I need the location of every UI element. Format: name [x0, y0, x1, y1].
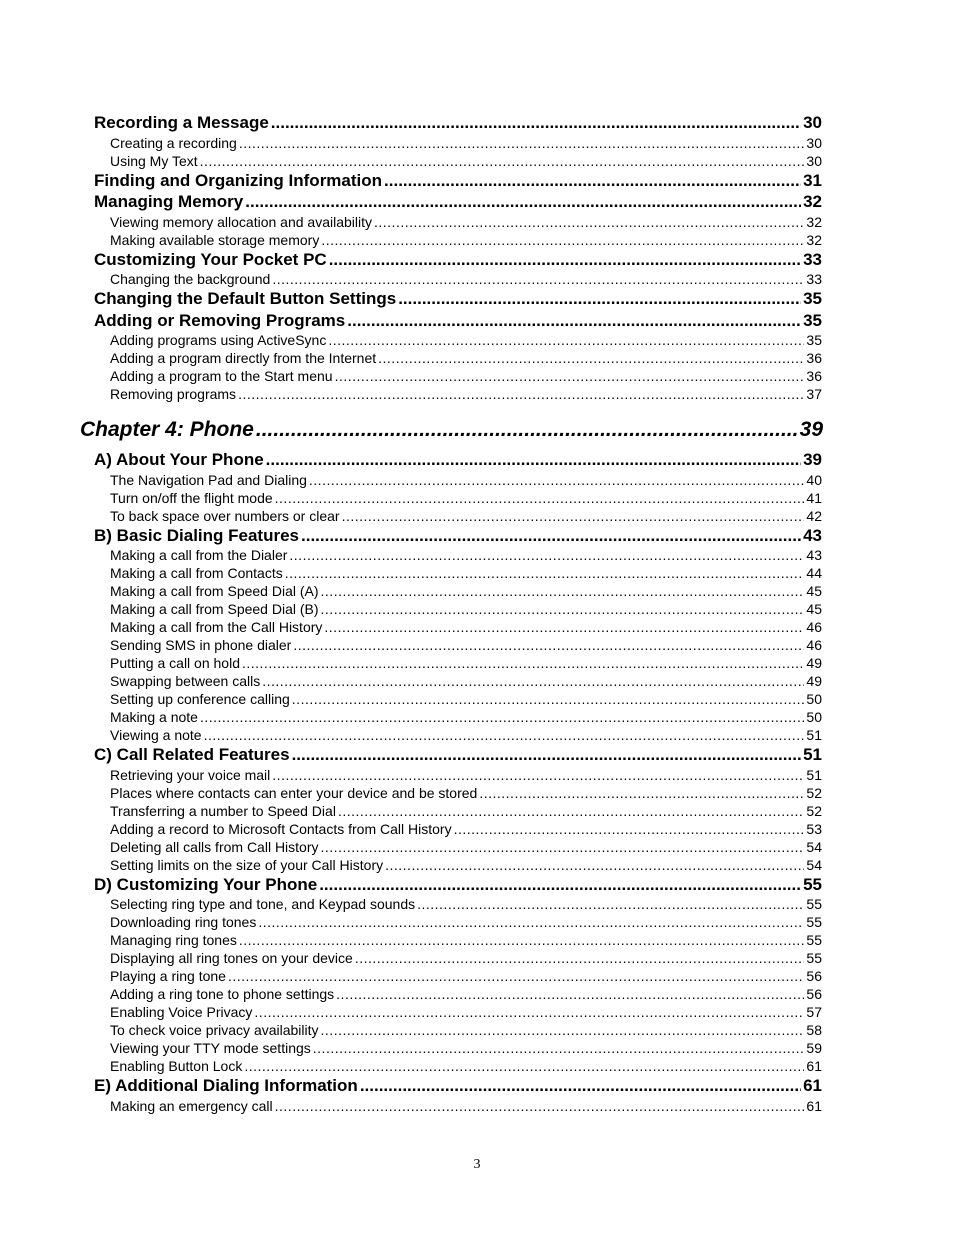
- toc-subsection-entry[interactable]: [110, 985, 822, 1003]
- toc-section-entry[interactable]: [94, 525, 822, 547]
- toc-subsection-entry[interactable]: [110, 152, 822, 170]
- toc-entry-title: Turn on/off the flight mode: [110, 489, 273, 506]
- toc-entry-page: 56: [806, 986, 822, 1002]
- toc-entry-page: 35: [803, 310, 822, 330]
- toc-entry-title: Enabling Button Lock: [110, 1058, 243, 1074]
- toc-section-entry[interactable]: [94, 310, 822, 332]
- toc-entry-title: Setting up conference calling: [110, 691, 290, 707]
- toc-subsection-entry[interactable]: [110, 690, 822, 708]
- dot-leader: [256, 417, 798, 443]
- toc-entry-title: Removing programs: [110, 386, 237, 402]
- dot-leader: [292, 744, 802, 766]
- dot-leader: [374, 213, 804, 231]
- toc-subsection-entry[interactable]: [110, 931, 822, 949]
- toc-entry-title: Making a call from Speed Dial (A): [110, 583, 319, 599]
- toc-entry-page: 46: [806, 619, 822, 635]
- toc-entry-title: Viewing a note: [110, 727, 202, 743]
- toc-subsection-entry[interactable]: [110, 654, 822, 672]
- dot-leader: [324, 618, 804, 636]
- toc-section-entry[interactable]: [94, 744, 822, 766]
- toc-entry-page: 35: [803, 289, 822, 308]
- dot-leader: [338, 802, 804, 820]
- toc-entry-page: 52: [806, 784, 822, 801]
- toc-entry-page: 32: [806, 213, 822, 230]
- toc-entry-title: Managing ring tones: [110, 932, 237, 948]
- toc-subsection-entry[interactable]: [110, 967, 822, 985]
- toc-entry-page: 61: [806, 1058, 822, 1074]
- toc-entry-title: Transferring a number to Speed Dial: [110, 802, 336, 819]
- toc-entry-title: Viewing your TTY mode settings: [110, 1040, 311, 1056]
- toc-subsection-entry[interactable]: [110, 838, 822, 856]
- toc-subsection-entry[interactable]: [110, 802, 822, 820]
- dot-leader: [321, 231, 804, 249]
- toc-entry-title: Swapping between calls: [110, 673, 261, 689]
- toc-entry-page: 58: [806, 1022, 822, 1038]
- dot-leader: [342, 507, 805, 525]
- toc-subsection-entry[interactable]: [110, 270, 822, 288]
- dot-leader: [355, 949, 805, 967]
- dot-leader: [313, 1039, 805, 1057]
- toc-entry-title: Making available storage memory: [110, 231, 320, 248]
- toc-entry-title: The Navigation Pad and Dialing: [110, 471, 307, 488]
- toc-subsection-entry[interactable]: [110, 331, 822, 349]
- dot-leader: [335, 367, 805, 385]
- toc-section-entry[interactable]: [94, 112, 822, 134]
- dot-leader: [239, 134, 805, 152]
- toc-subsection-entry[interactable]: [110, 349, 822, 367]
- toc-entry-title: Recording a Message: [94, 113, 269, 132]
- dot-leader: [289, 546, 804, 564]
- toc-entry-title: Adding a ring tone to phone settings: [110, 986, 335, 1002]
- toc-entry-title: B) Basic Dialing Features: [94, 525, 300, 545]
- toc-entry-title: E) Additional Dialing Information: [94, 1076, 358, 1095]
- toc-entry-title: Making a call from Speed Dial (B): [110, 601, 319, 617]
- dot-leader: [262, 672, 804, 690]
- toc-entry-page: 52: [806, 802, 822, 819]
- toc-subsection-entry[interactable]: [110, 895, 822, 913]
- toc-subsection-entry[interactable]: [110, 766, 822, 784]
- toc-entry-title: D) Customizing Your Phone: [94, 874, 318, 894]
- toc-subsection-entry[interactable]: [110, 134, 822, 152]
- toc-section-entry[interactable]: [94, 191, 822, 213]
- toc-entry-page: 53: [806, 820, 822, 837]
- dot-leader: [309, 471, 805, 489]
- dot-leader: [360, 1075, 801, 1097]
- toc-subsection-entry[interactable]: [110, 672, 822, 690]
- toc-entry-title: Playing a ring tone: [110, 968, 226, 984]
- toc-entry-page: 45: [806, 601, 822, 617]
- toc-entry-title: Customizing Your Pocket PC: [94, 249, 327, 269]
- toc-subsection-entry[interactable]: [110, 1039, 822, 1057]
- toc-entry-title: Changing the background: [110, 271, 271, 287]
- toc-entry-title: Adding or Removing Programs: [94, 310, 346, 330]
- dot-leader: [385, 856, 804, 874]
- dot-leader: [200, 708, 804, 726]
- dot-leader: [319, 874, 801, 896]
- dot-leader: [275, 1097, 805, 1115]
- dot-leader: [271, 112, 801, 134]
- toc-subsection-entry[interactable]: [110, 367, 822, 385]
- dot-leader: [228, 967, 804, 985]
- toc-entry-title: Places where contacts can enter your device and be stored: [110, 784, 478, 801]
- toc-entry-title: Chapter 4: Phone: [80, 418, 254, 441]
- dot-leader: [347, 310, 801, 332]
- toc-subsection-entry[interactable]: [110, 582, 822, 600]
- toc-chapter-entry[interactable]: [80, 417, 823, 443]
- toc-subsection-entry[interactable]: [110, 1003, 822, 1021]
- toc-entry-title: Finding and Organizing Information: [94, 170, 383, 190]
- toc-entry-page: 39: [803, 450, 822, 469]
- toc-subsection-entry[interactable]: [110, 636, 822, 654]
- toc-entry-title: Displaying all ring tones on your device: [110, 950, 353, 966]
- toc-entry-title: Putting a call on hold: [110, 655, 240, 671]
- toc-entry-page: 55: [806, 950, 822, 966]
- dot-leader: [258, 913, 804, 931]
- toc-entry-page: 55: [806, 914, 822, 930]
- toc-subsection-entry[interactable]: [110, 600, 822, 618]
- toc-entry-page: 50: [806, 691, 822, 707]
- toc-entry-title: Adding programs using ActiveSync: [110, 332, 327, 348]
- toc-entry-title: Viewing memory allocation and availability: [110, 213, 372, 230]
- toc-entry-page: 43: [803, 525, 822, 545]
- toc-entry-page: 50: [806, 709, 822, 725]
- toc-entry-page: 43: [806, 547, 822, 563]
- toc-entry-page: 55: [806, 932, 822, 948]
- table-of-contents: [0, 112, 954, 1115]
- toc-entry-page: 61: [806, 1097, 822, 1114]
- toc-entry-title: Adding a record to Microsoft Contacts from Call History: [110, 820, 452, 837]
- toc-subsection-entry[interactable]: [110, 784, 822, 802]
- toc-entry-page: 51: [803, 745, 822, 764]
- toc-entry-title: Making an emergency call: [110, 1097, 273, 1114]
- toc-section-entry[interactable]: [94, 874, 822, 896]
- toc-subsection-entry[interactable]: [110, 489, 822, 507]
- toc-subsection-entry[interactable]: [110, 1057, 822, 1075]
- toc-subsection-entry[interactable]: [110, 213, 822, 231]
- toc-entry-page: 55: [803, 874, 822, 894]
- toc-entry-title: Making a call from Contacts: [110, 565, 283, 581]
- dot-leader: [329, 249, 801, 271]
- page-number: 3: [473, 1157, 481, 1172]
- dot-leader: [254, 1003, 804, 1021]
- toc-entry-page: 33: [806, 271, 822, 287]
- toc-entry-title: To back space over numbers or clear: [110, 507, 340, 524]
- toc-entry-title: Creating a recording: [110, 134, 237, 151]
- toc-entry-page: 30: [803, 113, 822, 132]
- toc-entry-title: Downloading ring tones: [110, 914, 257, 930]
- dot-leader: [292, 690, 805, 708]
- toc-subsection-entry[interactable]: [110, 708, 822, 726]
- toc-entry-title: Making a note: [110, 709, 198, 725]
- dot-leader: [266, 449, 801, 471]
- toc-entry-page: 42: [806, 507, 822, 524]
- toc-entry-title: Enabling Voice Privacy: [110, 1004, 253, 1020]
- dot-leader: [378, 349, 804, 367]
- dot-leader: [275, 489, 805, 507]
- toc-entry-page: 35: [806, 332, 822, 348]
- toc-entry-title: To check voice privacy availability: [110, 1022, 319, 1038]
- toc-subsection-entry[interactable]: [110, 564, 822, 582]
- toc-entry-page: 56: [806, 968, 822, 984]
- dot-leader: [454, 820, 805, 838]
- toc-subsection-entry[interactable]: [110, 507, 822, 525]
- toc-entry-title: A) About Your Phone: [94, 450, 264, 469]
- toc-subsection-entry[interactable]: [110, 1097, 822, 1115]
- dot-leader: [301, 525, 801, 547]
- toc-entry-page: 44: [806, 565, 822, 581]
- toc-entry-page: 46: [806, 637, 822, 653]
- toc-entry-page: 54: [806, 838, 822, 855]
- toc-entry-page: 41: [806, 489, 822, 506]
- toc-entry-page: 32: [806, 231, 822, 248]
- toc-subsection-entry[interactable]: [110, 546, 822, 564]
- toc-entry-title: Selecting ring type and tone, and Keypad sounds: [110, 896, 416, 912]
- toc-entry-page: 30: [806, 152, 822, 169]
- dot-leader: [321, 582, 805, 600]
- toc-section-entry[interactable]: [94, 1075, 822, 1097]
- toc-entry-title: Making a call from the Call History: [110, 619, 323, 635]
- toc-entry-title: Managing Memory: [94, 192, 244, 211]
- toc-entry-page: 59: [806, 1040, 822, 1056]
- toc-section-entry[interactable]: [94, 249, 822, 271]
- toc-entry-page: 32: [803, 192, 822, 211]
- dot-leader: [272, 766, 804, 784]
- toc-subsection-entry[interactable]: [110, 913, 822, 931]
- dot-leader: [328, 331, 804, 349]
- toc-entry-page: 31: [803, 170, 822, 190]
- toc-entry-page: 45: [806, 583, 822, 599]
- toc-section-entry[interactable]: [94, 170, 822, 192]
- dot-leader: [200, 152, 805, 170]
- toc-entry-page: 36: [806, 350, 822, 366]
- toc-entry-page: 36: [806, 368, 822, 384]
- toc-entry-page: 37: [806, 386, 822, 402]
- toc-entry-page: 49: [806, 655, 822, 671]
- toc-entry-page: 40: [806, 471, 822, 488]
- toc-entry-page: 51: [806, 727, 822, 743]
- toc-entry-page: 61: [803, 1076, 822, 1095]
- dot-leader: [336, 985, 804, 1003]
- dot-leader: [479, 784, 804, 802]
- toc-entry-page: 39: [799, 418, 823, 441]
- toc-subsection-entry[interactable]: [110, 231, 822, 249]
- dot-leader: [204, 726, 805, 744]
- toc-subsection-entry[interactable]: [110, 856, 822, 874]
- toc-entry-title: C) Call Related Features: [94, 745, 290, 764]
- dot-leader: [245, 191, 801, 213]
- toc-entry-page: 51: [806, 766, 822, 783]
- toc-subsection-entry[interactable]: [110, 949, 822, 967]
- dot-leader: [398, 288, 801, 310]
- toc-entry-title: Retrieving your voice mail: [110, 766, 271, 783]
- toc-entry-title: Adding a program directly from the Internet: [110, 350, 377, 366]
- toc-entry-title: Setting limits on the size of your Call History: [110, 856, 384, 873]
- dot-leader: [321, 838, 805, 856]
- toc-entry-page: 33: [803, 249, 822, 269]
- toc-subsection-entry[interactable]: [110, 1021, 822, 1039]
- toc-subsection-entry[interactable]: [110, 618, 822, 636]
- toc-entry-title: Using My Text: [110, 152, 198, 169]
- dot-leader: [417, 895, 804, 913]
- toc-entry-title: Sending SMS in phone dialer: [110, 637, 292, 653]
- toc-entry-title: Deleting all calls from Call History: [110, 838, 319, 855]
- toc-entry-page: 49: [806, 673, 822, 689]
- toc-section-entry[interactable]: [94, 288, 822, 310]
- toc-entry-title: Making a call from the Dialer: [110, 547, 288, 563]
- toc-entry-page: 57: [806, 1004, 822, 1020]
- toc-subsection-entry[interactable]: [110, 726, 822, 744]
- dot-leader: [238, 385, 804, 403]
- toc-entry-page: 30: [806, 134, 822, 151]
- dot-leader: [242, 654, 804, 672]
- dot-leader: [244, 1057, 804, 1075]
- toc-entry-page: 55: [806, 896, 822, 912]
- toc-subsection-entry[interactable]: [110, 820, 822, 838]
- toc-entry-title: Adding a program to the Start menu: [110, 368, 333, 384]
- dot-leader: [321, 600, 805, 618]
- dot-leader: [293, 636, 804, 654]
- dot-leader: [272, 270, 804, 288]
- toc-entry-title: Changing the Default Button Settings: [94, 289, 397, 308]
- dot-leader: [321, 1021, 805, 1039]
- toc-section-entry[interactable]: [94, 449, 822, 471]
- dot-leader: [285, 564, 805, 582]
- dot-leader: [239, 931, 805, 949]
- toc-subsection-entry[interactable]: [110, 385, 822, 403]
- toc-entry-page: 54: [806, 856, 822, 873]
- dot-leader: [384, 170, 801, 192]
- toc-subsection-entry[interactable]: [110, 471, 822, 489]
